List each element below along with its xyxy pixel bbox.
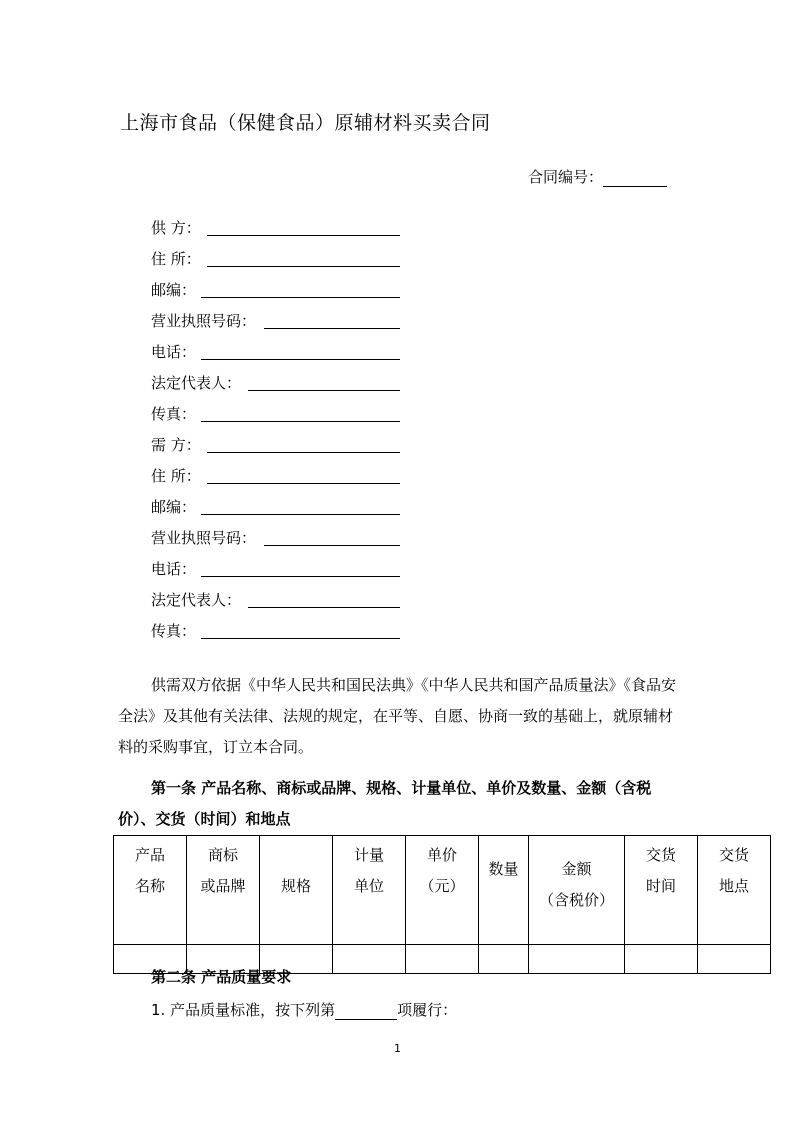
buyer-legal-rep-field [151,590,241,610]
item-text-prefix: 1. 产品质量标准，按下列第 [151,1001,336,1019]
field-blank[interactable] [248,374,400,391]
field-label: 营业执照号码： [151,312,257,330]
quality-standard-item [151,999,457,1020]
table-cell[interactable] [698,945,771,974]
field-blank[interactable] [264,529,400,546]
field-blank[interactable] [201,343,400,360]
table-cell[interactable] [406,945,479,974]
supplier-phone-field [151,342,196,362]
field-blank[interactable] [264,312,400,329]
buyer-fax-field [151,621,196,641]
supplier-license-field [151,311,256,331]
buyer-address-field [151,466,201,486]
document-title: 上海市食品（保健食品）原辅材料买卖合同 [120,112,491,134]
buyer-postcode-field [151,497,196,517]
table-cell[interactable] [529,945,625,974]
field-blank[interactable] [201,560,400,577]
contract-number [528,166,667,187]
table-header-cell: 产品 名称 [114,836,187,945]
field-blank[interactable] [207,219,400,236]
buyer-field [151,435,201,455]
table-header-cell: 商标 或品牌 [187,836,260,945]
table-header-cell: 交货 时间 [625,836,698,945]
table-header-cell: 单价 （元） [406,836,479,945]
table-header-cell: 交货 地点 [698,836,771,945]
table-cell[interactable] [479,945,529,974]
field-label: 传真： [151,622,197,640]
table-header-cell: 规格 [260,836,333,945]
table-header-cell: 数量 [479,836,529,945]
field-blank[interactable] [207,250,400,267]
field-label: 传真： [151,405,197,423]
intro-paragraph: 供需双方依据《中华人民共和国民法典》《中华人民共和国产品质量法》《食品安全法》及其他有关法律、法规的规定，在平等、自愿、协商一致的基础上，就原辅材料的采购事宜，订立本合同。 [118,676,677,756]
field-label: 住 所： [151,467,201,485]
supplier-fax-field [151,404,196,424]
field-label: 供 方： [151,219,201,237]
item-text-suffix: 项履行： [397,1001,458,1019]
field-blank[interactable] [201,405,400,422]
contract-number-blank[interactable] [603,170,667,187]
supplier-field [151,218,201,238]
field-blank[interactable] [201,281,400,298]
product-table [113,835,771,974]
field-blank[interactable] [248,591,400,608]
field-blank[interactable] [201,498,400,515]
supplier-postcode-field [151,280,196,300]
field-label: 电话： [151,560,197,578]
supplier-legal-rep-field [151,373,241,393]
field-blank[interactable] [207,467,400,484]
supplier-address-field [151,249,201,269]
field-blank[interactable] [201,622,400,639]
field-label: 住 所： [151,250,201,268]
table-header-cell: 金额 （含税价） [529,836,625,945]
field-label: 电话： [151,343,197,361]
table-cell[interactable] [625,945,698,974]
buyer-license-field [151,528,256,548]
buyer-phone-field [151,559,196,579]
field-label: 法定代表人： [151,591,242,609]
field-label: 营业执照号码： [151,529,257,547]
field-label: 邮编： [151,498,197,516]
table-header-row [114,836,771,945]
article1-heading: 第一条 产品名称、商标或品牌、规格、计量单位、单价及数量、金额（含税价）、交货（时间）和地点 [118,779,652,828]
article2-heading: 第二条 产品质量要求 [151,968,292,986]
field-label: 法定代表人： [151,374,242,392]
page-number: 1 [394,1042,401,1055]
table-cell[interactable] [333,945,406,974]
contract-number-label: 合同编号： [528,168,604,186]
table-header-cell: 计量 单位 [333,836,406,945]
field-blank[interactable] [207,436,400,453]
field-label: 需 方： [151,436,201,454]
field-label: 邮编： [151,281,197,299]
item-blank[interactable] [335,1003,397,1020]
